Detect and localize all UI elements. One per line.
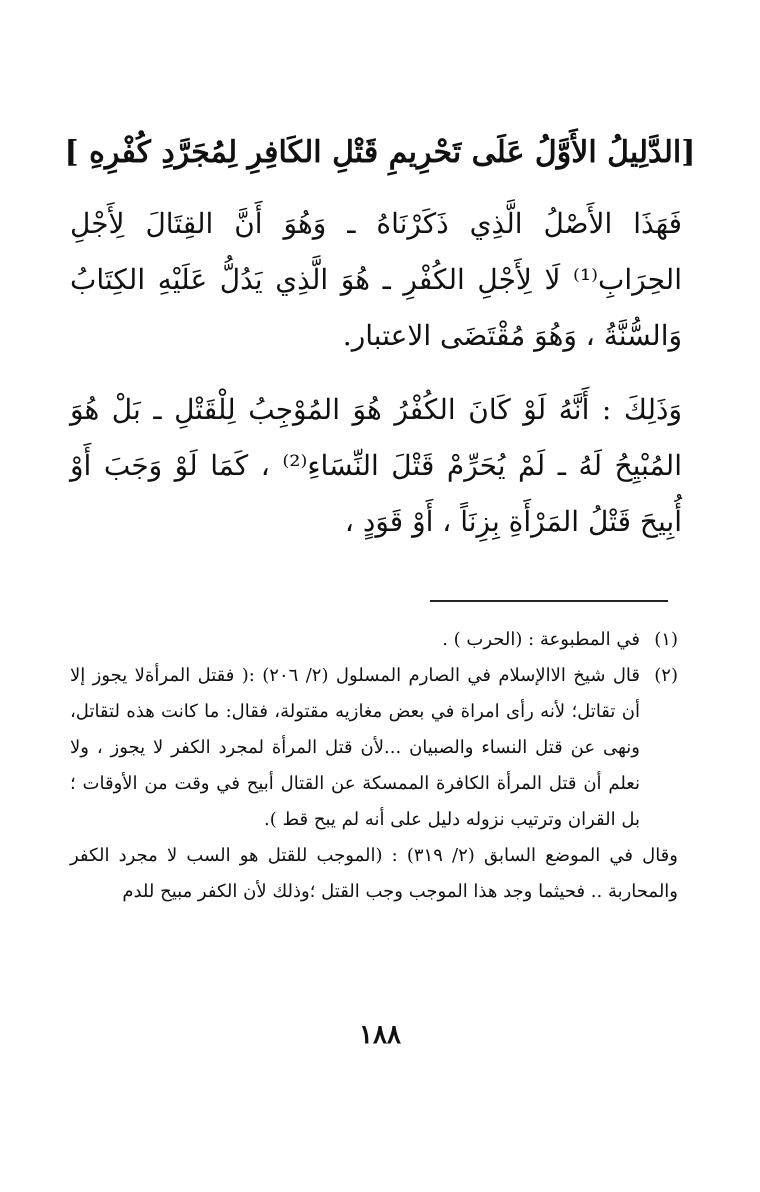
footnote-1 <box>70 622 678 658</box>
footnote-number: (١) <box>654 629 678 650</box>
footnotes-section <box>70 622 678 910</box>
footnote-2 <box>70 658 678 838</box>
footnote-divider <box>430 600 668 602</box>
paragraph-2: وَذَلِكَ : أَنَّهُ لَوْ كَانَ الكُفْرُ هُوَ المُوْجِبُ لِلْقَتْلِ ـ بَلْ هُوَ المُبْيِحُ لَهُ ـ لَمْ يُحَرِّمْ قَتْلَ النِّسَاءِ⁽²⁾ ، كَمَا لَوْ وَجَبَ أَوْ أُبِيحَ قَتْلُ المَرْأَةِ بِزِنَاً ، أَوْ قَوَدٍ ، <box>70 393 682 538</box>
footnote-text: قال شيخ الاالإسلام في الصارم المسلول (٢/ ٢٠٦) :( فقتل المرأةلا يجوز إلا أن تقاتل؛ لأنه رأى امراة في بعض مغازيه مقتولة، فقال: ما كانت هذه لتقاتل، ونهى عن قتل النساء والصبيان ...لأن قتل المرأة لمجرد الكفر لا يجوز ، ولا نعلم أن قتل المرأة الكافرة الممسكة عن القتال أبيح في وقت من الأوقات ؛ بل القران وترتيب نزوله دليل على أنه لم يبح قط ). <box>70 665 640 830</box>
footnote-continuation: وقال في الموضع السابق (٢/ ٣١٩) : (الموجب للقتل هو السب لا مجرد الكفر والمحاربة .. فحيثما وجد هذا الموجب وجب القتل ؛وذلك لأن الكفر مبيح للدم <box>70 845 678 902</box>
main-text-body <box>70 196 682 550</box>
footnote-number: (٢) <box>654 665 678 686</box>
section-heading: [الدَّلِيلُ الأَوَّلُ عَلَى تَحْرِيمِ قَتْلِ الكَافِرِ لِمُجَرَّدِ كُفْرِهِ ] <box>64 135 696 170</box>
page-number: ١٨٨ <box>359 1020 401 1050</box>
footnote-text: في المطبوعة : (الحرب ) . <box>442 629 640 650</box>
paragraph-1: فَهَذَا الأَصْلُ الَّذِي ذَكَرْنَاهُ ـ وَهُوَ أَنَّ القِتَالَ لِأَجْلِ الحِرَابِ⁽¹⁾ لَا لِأَجْلِ الكُفْرِ ـ هُوَ الَّذِي يَدُلُّ عَلَيْهِ الكِتَابُ وَالسُّنَّةُ ، وَهُوَ مُقْتَضَى الاعتبار. <box>70 207 682 352</box>
